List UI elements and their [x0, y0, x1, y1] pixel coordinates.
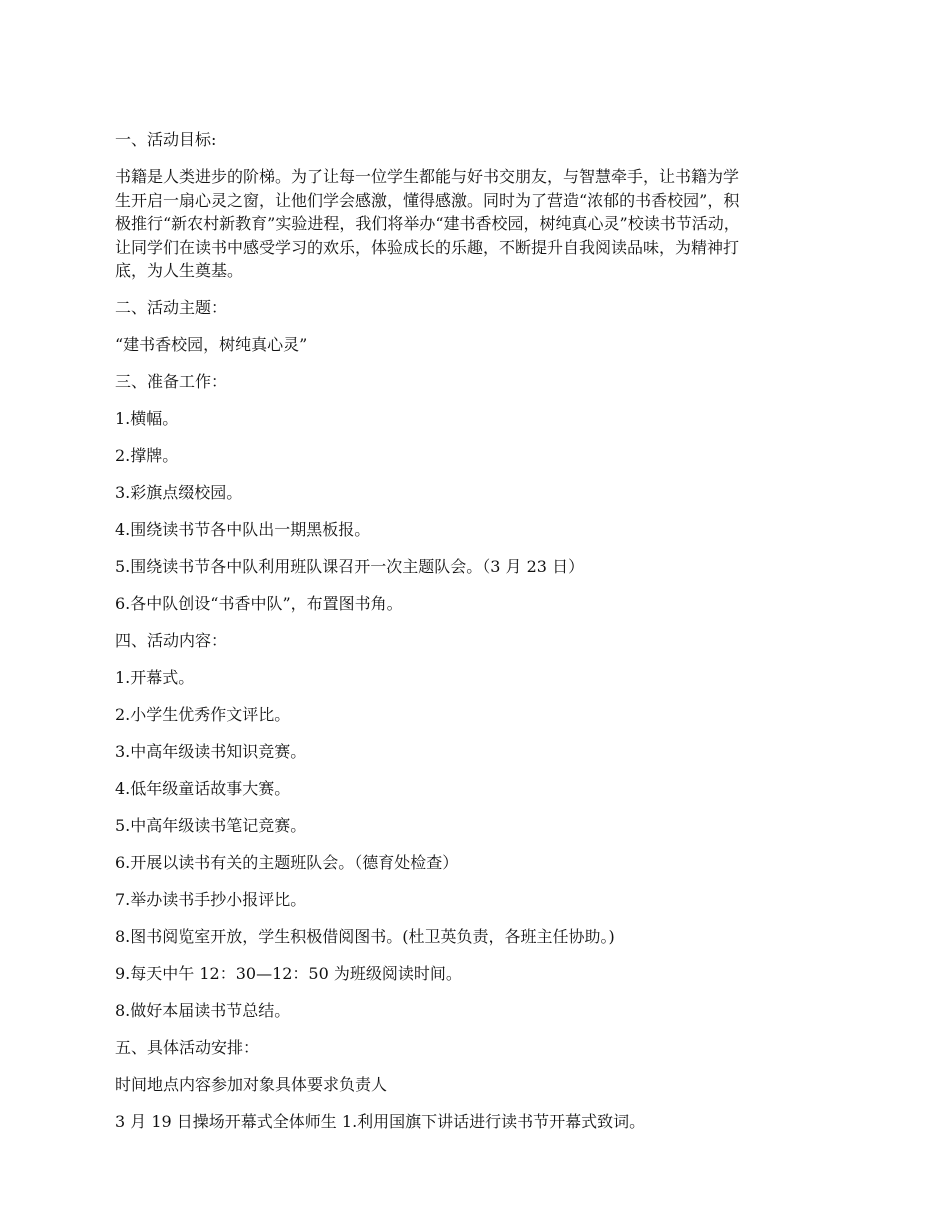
content-item: 3.中高年级读书知识竞赛。 [115, 741, 307, 761]
section-heading-preparation: 三、准备工作： [115, 371, 228, 391]
prep-item: 4.围绕读书节各中队出一期黑板报。 [115, 519, 371, 539]
intro-line: 书籍是人类进步的阶梯。为了让每一位学生都能与好书交朋友，与智慧牵手，让书籍为学 [115, 167, 740, 186]
intro-paragraph [115, 165, 850, 283]
prep-item: 2.撑牌。 [115, 445, 179, 465]
content-item: 9.每天中午 12：30—12：50 为班级阅读时间。 [115, 963, 462, 983]
section-heading-schedule: 五、具体活动安排： [115, 1037, 260, 1057]
content-item: 8.图书阅览室开放，学生积极借阅图书。(杜卫英负责，各班主任协助。) [115, 926, 615, 946]
schedule-header: 时间地点内容参加对象具体要求负责人 [115, 1074, 388, 1094]
content-item: 7.举办读书手抄小报评比。 [115, 889, 307, 909]
schedule-row: 3 月 19 日操场开幕式全体师生 1.利用国旗下讲话进行读书节开幕式致词。 [115, 1111, 646, 1131]
section-heading-goals: 一、活动目标: [115, 130, 217, 149]
document-body [115, 128, 850, 1147]
theme-text: “建书香校园，树纯真心灵” [115, 334, 308, 354]
prep-item: 3.彩旗点缀校园。 [115, 482, 243, 502]
content-item: 8.做好本届读书节总结。 [115, 1000, 291, 1020]
prep-item: 6.各中队创设“书香中队”，布置图书角。 [115, 593, 403, 613]
intro-line: 极推行“新农村新教育”实验进程，我们将举办“建书香校园，树纯真心灵”校读书节活动， [115, 214, 740, 233]
intro-line: 生开启一扇心灵之窗，让他们学会感激，懂得感激。同时为了营造“浓郁的书香校园”，积 [115, 190, 740, 210]
content-item: 4.低年级童话故事大赛。 [115, 778, 291, 798]
intro-line: 让同学们在读书中感受学习的欢乐，体验成长的乐趣，不断提升自我阅读品味，为精神打 [115, 237, 740, 257]
content-item: 6.开展以读书有关的主题班队会。（德育处检查） [115, 852, 459, 872]
section-heading-theme: 二、活动主题： [115, 297, 228, 317]
section-heading-content: 四、活动内容： [115, 630, 228, 650]
content-item: 5.中高年级读书笔记竞赛。 [115, 815, 307, 835]
intro-line: 底，为人生奠基。 [115, 261, 244, 280]
content-item: 2.小学生优秀作文评比。 [115, 704, 291, 724]
prep-item: 1.横幅。 [115, 408, 179, 428]
content-item: 1.开幕式。 [115, 667, 195, 687]
prep-item: 5.围绕读书节各中队利用班队课召开一次主题队会。（3 月 23 日） [115, 556, 585, 576]
